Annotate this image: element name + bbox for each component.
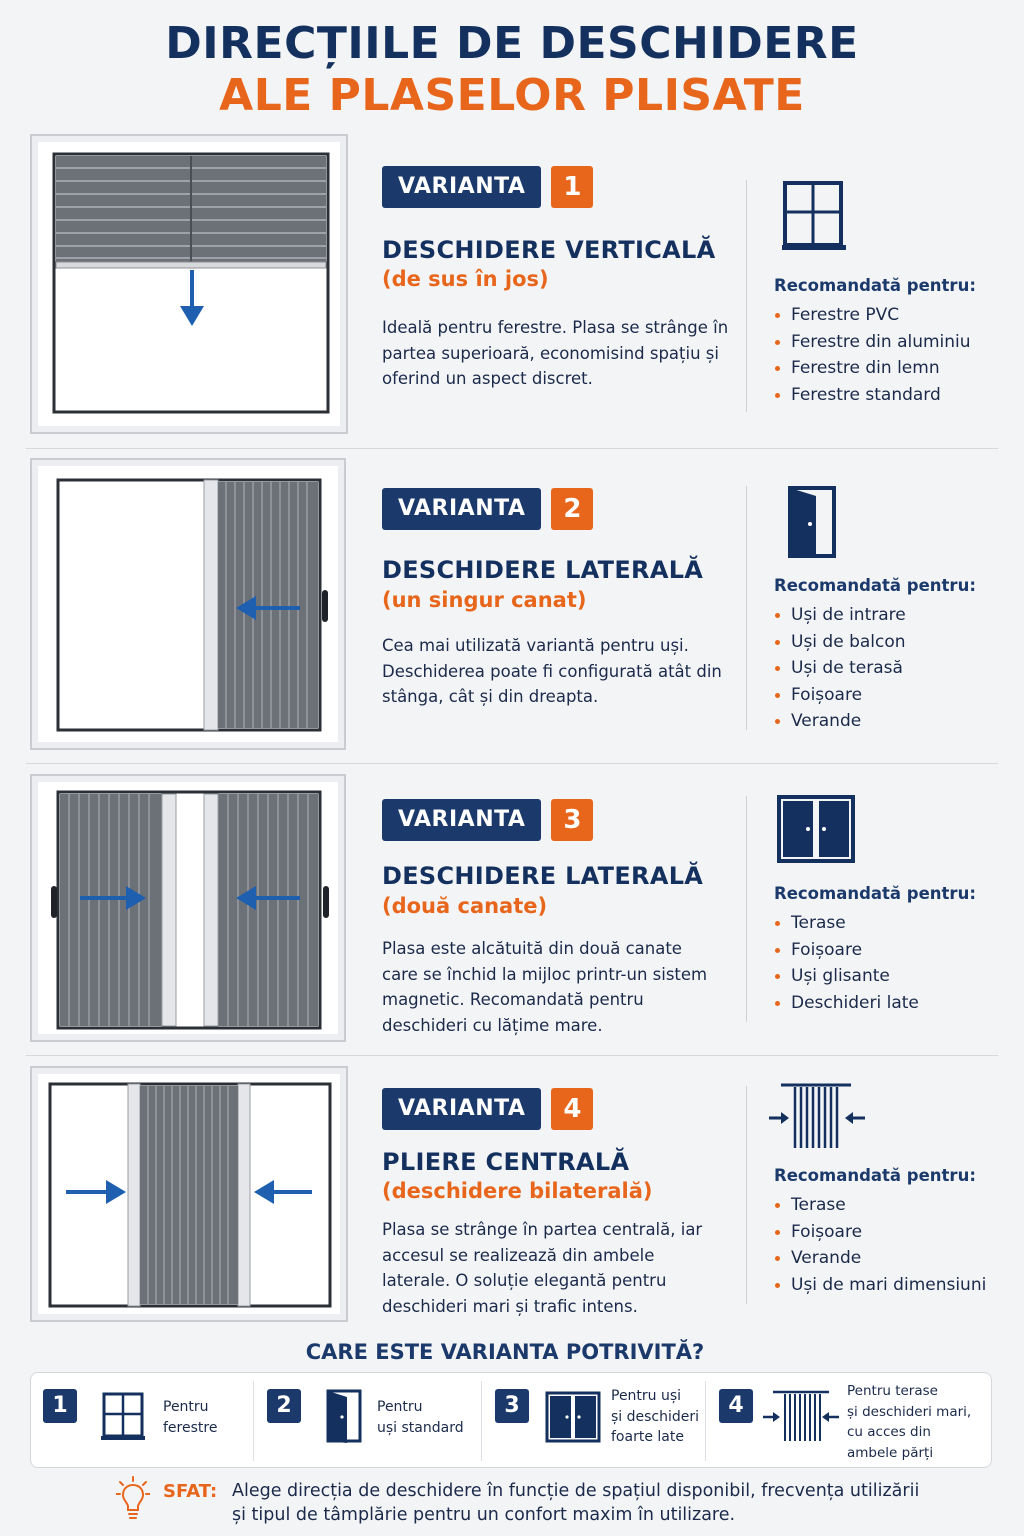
summary-item-1 bbox=[31, 1373, 253, 1467]
variant-1-badge bbox=[382, 166, 593, 208]
variant-2-section bbox=[26, 456, 998, 756]
variant-1-rec-title: Recomandată pentru: bbox=[774, 276, 976, 295]
center-fold-screen-illustration bbox=[30, 1066, 348, 1322]
variant-number: 2 bbox=[551, 488, 593, 530]
list-item: Uși de intrare bbox=[774, 602, 906, 629]
summary-line: cu acces din bbox=[847, 1424, 931, 1440]
variant-3-rec-list bbox=[774, 910, 919, 1016]
summary-question: CARE ESTE VARIANTA POTRIVITĂ? bbox=[305, 1340, 705, 1364]
summary-line: Pentru terase bbox=[847, 1383, 938, 1399]
variant-3-heading: DESCHIDERE LATERALĂ bbox=[382, 862, 704, 890]
variant-1-rec-list bbox=[774, 302, 971, 408]
variant-4-heading: PLIERE CENTRALĂ bbox=[382, 1148, 630, 1176]
variant-label: VARIANTA bbox=[382, 488, 541, 530]
summary-number: 2 bbox=[267, 1389, 301, 1423]
summary-text bbox=[377, 1397, 464, 1438]
list-item: Ferestre standard bbox=[774, 382, 971, 409]
door-icon bbox=[786, 486, 840, 564]
title-line-1: DIRECȚIILE DE DESCHIDERE bbox=[165, 18, 859, 69]
variant-4-description: Plasa se strânge în partea centrală, iar accesul se realizează din ambele laterale. O soluție elegantă pentru deschideri mari și trafic intens. bbox=[382, 1220, 703, 1316]
summary-item-2 bbox=[255, 1373, 481, 1467]
summary-line: ambele părți bbox=[847, 1444, 934, 1461]
double-door-icon bbox=[776, 794, 858, 870]
summary-number: 1 bbox=[43, 1389, 77, 1423]
variant-number: 1 bbox=[551, 166, 593, 208]
section-divider bbox=[26, 763, 998, 764]
variant-4-section bbox=[26, 1064, 998, 1330]
door-icon bbox=[325, 1389, 363, 1449]
divider bbox=[746, 486, 747, 730]
section-divider bbox=[26, 448, 998, 449]
list-item: Ferestre din lemn bbox=[774, 355, 971, 382]
variant-3-description: Plasa este alcătuită din două canate care se închid la mijloc printr-un sistem magnetic. Recomandată pentru deschideri cu lățime mare. bbox=[382, 939, 708, 1035]
variant-2-rec-list bbox=[774, 602, 906, 735]
list-item: Uși glisante bbox=[774, 963, 919, 990]
summary-line: foarte late bbox=[611, 1429, 684, 1445]
summary-text bbox=[611, 1386, 699, 1448]
list-item: Uși de mari dimensiuni bbox=[774, 1272, 986, 1299]
variant-label: VARIANTA bbox=[382, 1088, 541, 1130]
vertical-screen-illustration bbox=[30, 134, 348, 434]
list-item: Terase bbox=[774, 910, 919, 937]
variant-2-heading: DESCHIDERE LATERALĂ bbox=[382, 556, 704, 584]
window-icon bbox=[101, 1391, 145, 1447]
list-item: Ferestre din aluminiu bbox=[774, 329, 971, 356]
single-side-screen-illustration bbox=[30, 458, 346, 750]
variant-1-description: Ideală pentru ferestre. Plasa se strânge în partea superioară, economisind spațiu și oferind un aspect discret. bbox=[382, 318, 729, 388]
variant-3-section bbox=[26, 772, 998, 1048]
list-item: Verande bbox=[774, 1245, 986, 1272]
summary-number: 3 bbox=[495, 1389, 529, 1423]
list-item: Verande bbox=[774, 708, 906, 735]
page-title bbox=[0, 18, 1024, 122]
variant-1-section bbox=[26, 132, 998, 437]
section-divider bbox=[26, 1055, 998, 1056]
tip-label: SFAT: bbox=[163, 1481, 218, 1502]
variant-4-subheading: (deschidere bilaterală) bbox=[382, 1179, 653, 1203]
variant-3-badge bbox=[382, 799, 593, 841]
variant-label: VARIANTA bbox=[382, 166, 541, 208]
variant-3-rec-title: Recomandată pentru: bbox=[774, 884, 976, 903]
variant-4-rec-list bbox=[774, 1192, 986, 1298]
variant-4-rec-title: Recomandată pentru: bbox=[774, 1166, 976, 1185]
list-item: Terase bbox=[774, 1192, 986, 1219]
variant-2-badge bbox=[382, 488, 593, 530]
divider bbox=[746, 1086, 747, 1304]
window-icon bbox=[782, 180, 846, 258]
variant-2-rec-title: Recomandată pentru: bbox=[774, 576, 976, 595]
summary-number: 4 bbox=[719, 1389, 753, 1423]
summary-line: ferestre bbox=[163, 1419, 218, 1436]
variant-1-subheading: (de sus în jos) bbox=[382, 267, 549, 291]
center-fold-icon bbox=[767, 1082, 867, 1158]
double-side-screen-illustration bbox=[30, 774, 346, 1042]
title-line-2: ALE PLASELOR PLISATE bbox=[219, 70, 805, 121]
list-item: Uși de balcon bbox=[774, 629, 906, 656]
list-item: Foișoare bbox=[774, 1219, 986, 1246]
summary-line: Pentru uși bbox=[611, 1388, 682, 1404]
summary-line: Pentru bbox=[163, 1399, 209, 1415]
summary-line: Pentru bbox=[377, 1399, 423, 1415]
variant-3-subheading: (două canate) bbox=[382, 894, 548, 918]
list-item: Foișoare bbox=[774, 682, 906, 709]
variant-2-subheading: (un singur canat) bbox=[382, 588, 587, 612]
summary-divider bbox=[705, 1381, 706, 1461]
tip-text: Alege direcția de deschidere în funcție de spațiul disponibil, frecvența utilizării și tipul de tâmplărie pentru un confort maxim în utilizare. bbox=[232, 1481, 920, 1525]
lightbulb-icon bbox=[116, 1476, 150, 1526]
summary-text bbox=[847, 1381, 971, 1463]
summary-divider bbox=[253, 1381, 254, 1461]
divider bbox=[746, 796, 747, 1022]
variant-2-description: Cea mai utilizată variantă pentru uși. Deschiderea poate fi configurată atât din stânga, cât și din dreapta. bbox=[382, 636, 722, 706]
divider bbox=[746, 180, 747, 412]
variant-1-heading: DESCHIDERE VERTICALĂ bbox=[382, 236, 716, 264]
summary-divider bbox=[481, 1381, 482, 1461]
summary-item-3 bbox=[483, 1373, 705, 1467]
list-item: Foișoare bbox=[774, 937, 919, 964]
summary-text bbox=[163, 1397, 217, 1438]
variant-number: 3 bbox=[551, 799, 593, 841]
summary-item-4 bbox=[707, 1373, 991, 1467]
summary-box bbox=[30, 1372, 992, 1468]
variant-4-badge bbox=[382, 1088, 593, 1130]
summary-line: uși standard bbox=[377, 1419, 464, 1436]
summary-line: și deschideri bbox=[611, 1408, 700, 1425]
list-item: Ferestre PVC bbox=[774, 302, 971, 329]
list-item: Deschideri late bbox=[774, 990, 919, 1017]
variant-label: VARIANTA bbox=[382, 799, 541, 841]
double-door-icon bbox=[545, 1391, 601, 1447]
summary-line: și deschideri mari, bbox=[847, 1403, 972, 1420]
list-item: Uși de terasă bbox=[774, 655, 906, 682]
variant-number: 4 bbox=[551, 1088, 593, 1130]
center-fold-icon bbox=[761, 1389, 841, 1449]
